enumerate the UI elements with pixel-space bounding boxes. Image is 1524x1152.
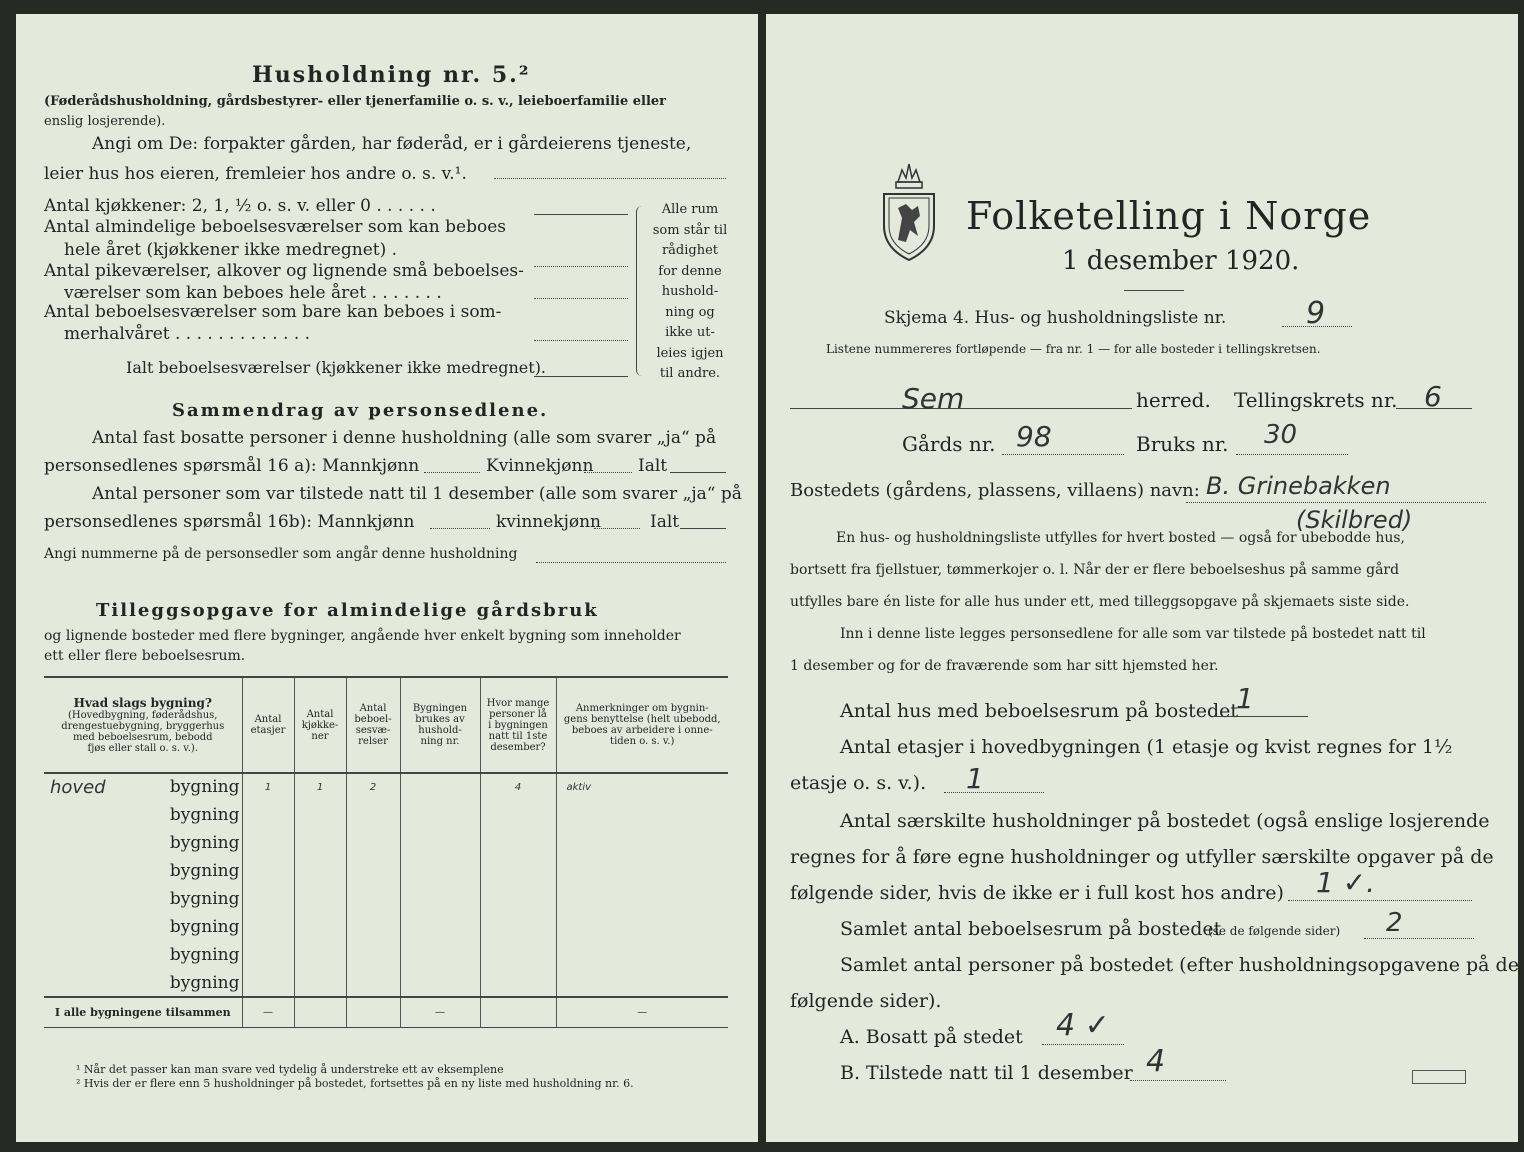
table-header-row (44, 677, 728, 773)
header-building-type: Hvad slags bygning? (Hovedbygning, føderådshus, drengestuebygning, bryggerhus med beboelsesrum, bebodd fjøs eller stall o. s. v.). (61, 696, 225, 754)
krets-value: 6 (1424, 380, 1442, 413)
right-page (766, 14, 1518, 1142)
intro-text-2: leier hus hos eieren, fremleier hos andre o. s. v.¹. (44, 164, 467, 184)
summer-rooms-answer (534, 340, 628, 341)
bruks-value: 30 (1264, 420, 1298, 450)
small-rooms-label: Antal pikeværelser, alkover og lignende små beboelses- (44, 261, 524, 281)
summary-line-4c: Ialt (650, 512, 680, 532)
table-row: bygning (44, 857, 728, 885)
small-rooms-answer (534, 298, 628, 299)
supplement-line-2: ett eller flere beboelsesrum. (44, 648, 246, 664)
left-page (16, 14, 758, 1142)
kvinnekjonn-answer-1 (584, 472, 632, 473)
answer-bosatt: 4 ✓ (1056, 1008, 1110, 1043)
header-vaerelser: Antal beboel- sesvæ- relser (346, 677, 400, 773)
personer-value: 4 (480, 773, 556, 801)
answer-hus: 1 (1236, 682, 1254, 715)
anm-value: aktiv (556, 773, 728, 801)
summary-line-1: Antal fast bosatte personer i denne husholdning (alle som svarer „ja“ på (92, 428, 717, 448)
answer-etasjer: 1 (966, 762, 984, 795)
instruction-2: bortsett fra fjellstuer, tømmerkojer o. l. Når der er flere beboelseshus på samme gård (790, 562, 1400, 578)
household-subtitle-2: enslig losjerende). (44, 114, 166, 129)
summary-line-5: Angi nummerne på de personsedler som angår denne husholdning (44, 546, 518, 562)
question-husholdninger: Antal særskilte husholdninger på bostedet (også enslige losjerende (840, 810, 1490, 832)
kjokkener-value: 1 (294, 773, 346, 801)
question-rum: Samlet antal beboelsesrum på bostedet (840, 918, 1222, 940)
header-etasjer: Antal etasjer (242, 677, 294, 773)
question-personer-2: følgende sider). (790, 990, 942, 1012)
title-rule (1124, 290, 1184, 291)
summary-line-2c: Ialt (638, 456, 668, 476)
krets-line (1396, 408, 1472, 409)
summary-line-4a: personsedlenes spørsmål 16b): Mannkjønn (44, 512, 415, 532)
table-row: bygning (44, 913, 728, 941)
summary-heading: Sammendrag av personsedlene. (172, 400, 549, 421)
buildings-table (44, 676, 728, 1028)
answer-rum: 2 (1386, 908, 1403, 938)
household-title: Husholdning nr. 5.² (252, 62, 531, 88)
total-label: I alle bygningene tilsammen (54, 1005, 231, 1019)
household-subtitle: (Føderådshusholdning, gårdsbestyrer- eller tjenerfamilie o. s. v., leieboerfamilie eller (44, 94, 667, 109)
footnote-2: ² Hvis der er flere enn 5 husholdninger på bostedet, fortsettes på en ny liste med husholdning nr. 6. (76, 1077, 634, 1090)
census-date: 1 desember 1920. (1062, 246, 1300, 276)
supplement-line-1: og lignende bosteder med flere bygninger, angående hver enkelt bygning som inneholder (44, 628, 681, 644)
mannkjonn-answer-2 (430, 528, 490, 529)
krets-label: Tellingskrets nr. (1234, 388, 1398, 412)
answer-husholdninger-line (1288, 900, 1472, 901)
kitchens-label: Antal kjøkkener: 2, 1, ½ o. s. v. eller 0 . . . . . . (44, 196, 436, 216)
gards-label: Gårds nr. (902, 432, 996, 456)
table-row: bygning (44, 829, 728, 857)
supplement-heading: Tilleggsopgave for almindelige gårdsbruk (96, 600, 599, 621)
numbering-note: Listene nummereres fortløpende — fra nr. 1 — for alle bosteder i tellingskretsen. (826, 342, 1321, 356)
header-personer: Hvor mange personer lå i bygningen natt til 1ste desember? (480, 677, 556, 773)
question-personer: Samlet antal personer på bostedet (efter husholdningsopgavene på de (840, 954, 1519, 976)
bosted-line (1186, 502, 1486, 503)
total-rooms-label: Ialt beboelsesværelser (kjøkkener ikke medregnet). (126, 358, 547, 377)
census-title: Folketelling i Norge (966, 194, 1372, 238)
brace (636, 206, 645, 376)
question-bosatt: A. Bosatt på stedet (840, 1026, 1023, 1048)
printer-stamp (1412, 1070, 1466, 1084)
vaerelser-value: 2 (346, 773, 400, 801)
kitchens-answer (534, 214, 628, 215)
bosted-value: B. Grinebakken (1206, 472, 1391, 500)
table-row: bygning (44, 885, 728, 913)
intro-text: Angi om De: forpakter gården, har føderåd, er i gårdeierens tjeneste, (92, 134, 692, 154)
skjema-label: Skjema 4. Hus- og husholdningsliste nr. (884, 308, 1227, 328)
husholdning-value (400, 773, 480, 801)
question-husholdninger-3: følgende sider, hvis de ikke er i full kost hos andre) (790, 882, 1284, 904)
header-husholdning: Bygningen brukes av hushold- ning nr. (400, 677, 480, 773)
rooms-label: Antal almindelige beboelsesværelser som kan beboes (44, 217, 506, 237)
question-etasjer: Antal etasjer i hovedbygningen (1 etasje og kvist regnes for 1½ (840, 736, 1453, 758)
rooms-label-2: hele året (kjøkkener ikke medregnet) . (64, 240, 398, 260)
summary-line-2a: personsedlenes spørsmål 16 a): Mannkjønn (44, 456, 420, 476)
answer-rum-line (1364, 938, 1474, 939)
answer-husholdninger: 1 ✓. (1316, 866, 1376, 899)
bruks-label: Bruks nr. (1136, 432, 1229, 456)
gards-line (1002, 454, 1124, 455)
instruction-1: En hus- og husholdningsliste utfylles for hvert bosted — også for ubebodde hus, (836, 530, 1405, 546)
etasjer-value: 1 (242, 773, 294, 801)
ialt-answer-2 (680, 528, 726, 529)
instruction-3: utfylles bare én liste for alle hus under ett, med tilleggsopgave på skjemaets siste side. (790, 594, 1410, 610)
intro-answer-line (494, 178, 726, 179)
summary-line-2b: Kvinnekjønn (486, 456, 594, 476)
question-husholdninger-2: regnes for å føre egne husholdninger og utfyller særskilte opgaver på de (790, 846, 1494, 868)
table-row: hoved bygning 1 1 2 4 aktiv (44, 773, 728, 801)
question-etasjer-2: etasje o. s. v.). (790, 772, 927, 794)
question-hus: Antal hus med beboelsesrum på bostedet (840, 700, 1239, 722)
mannkjonn-answer-1 (424, 472, 480, 473)
skjema-nr-value: 9 (1306, 296, 1326, 331)
gards-value: 98 (1016, 420, 1052, 453)
brace-note: Alle rum som står til rådighet for denne hushold- ning og ikke ut- leies igjen til andre. (652, 202, 728, 381)
bosted-value-2: (Skilbred) (1296, 506, 1413, 534)
answer-tilstede: 4 (1146, 1044, 1166, 1079)
answer-tilstede-line (1130, 1080, 1226, 1081)
skjema-nr-line (1282, 326, 1352, 327)
answer-hus-line (1214, 716, 1308, 717)
small-rooms-label-2: værelser som kan beboes hele året . . . . . . . (64, 283, 442, 303)
summary-line-4b: kvinnekjønn (496, 512, 602, 532)
ialt-answer-1 (670, 472, 726, 473)
herred-label: herred. (1136, 388, 1211, 412)
kvinnekjonn-answer-2 (594, 528, 640, 529)
table-row: bygning (44, 801, 728, 829)
header-kjokkener: Antal kjøkke- ner (294, 677, 346, 773)
question-tilstede: B. Tilstede natt til 1 desember (840, 1062, 1133, 1084)
instruction-5: 1 desember og for de fraværende som har sitt hjemsted her. (790, 658, 1219, 674)
footnote-1: ¹ Når det passer kan man svare ved tydelig å understreke ett av eksemplene (76, 1063, 504, 1076)
coat-of-arms-icon (876, 156, 942, 264)
answer-bosatt-line (1042, 1044, 1124, 1045)
summary-line-3: Antal personer som var tilstede natt til 1 desember (alle som svarer „ja“ på (92, 484, 742, 504)
building-type-value: hoved (50, 777, 106, 798)
rooms-answer (534, 266, 628, 267)
answer-etasjer-line (944, 792, 1044, 793)
table-row: bygning (44, 941, 728, 969)
total-rooms-answer (534, 376, 628, 377)
bruks-line (1236, 454, 1348, 455)
instruction-4: Inn i denne liste legges personsedlene for alle som var tilstede på bostedet natt til (840, 626, 1426, 642)
bosted-label: Bostedets (gårdens, plassens, villaens) navn: (790, 480, 1200, 501)
table-row: bygning (44, 969, 728, 997)
table-total-row: I alle bygningene tilsammen — — — (44, 997, 728, 1027)
herred-value: Sem (902, 382, 965, 415)
personsedler-answer (536, 562, 726, 563)
header-anmerkninger: Anmerkninger om bygnin- gens benyttelse (helt ubebodd, beboes av arbeidere i onne- tiden o. s. v.) (556, 677, 728, 773)
summer-rooms-label-2: merhalvåret . . . . . . . . . . . . . (64, 324, 311, 344)
summer-rooms-label: Antal beboelsesværelser som bare kan beboes i som- (44, 302, 502, 322)
question-rum-note: (se de følgende sider) (1208, 924, 1341, 938)
